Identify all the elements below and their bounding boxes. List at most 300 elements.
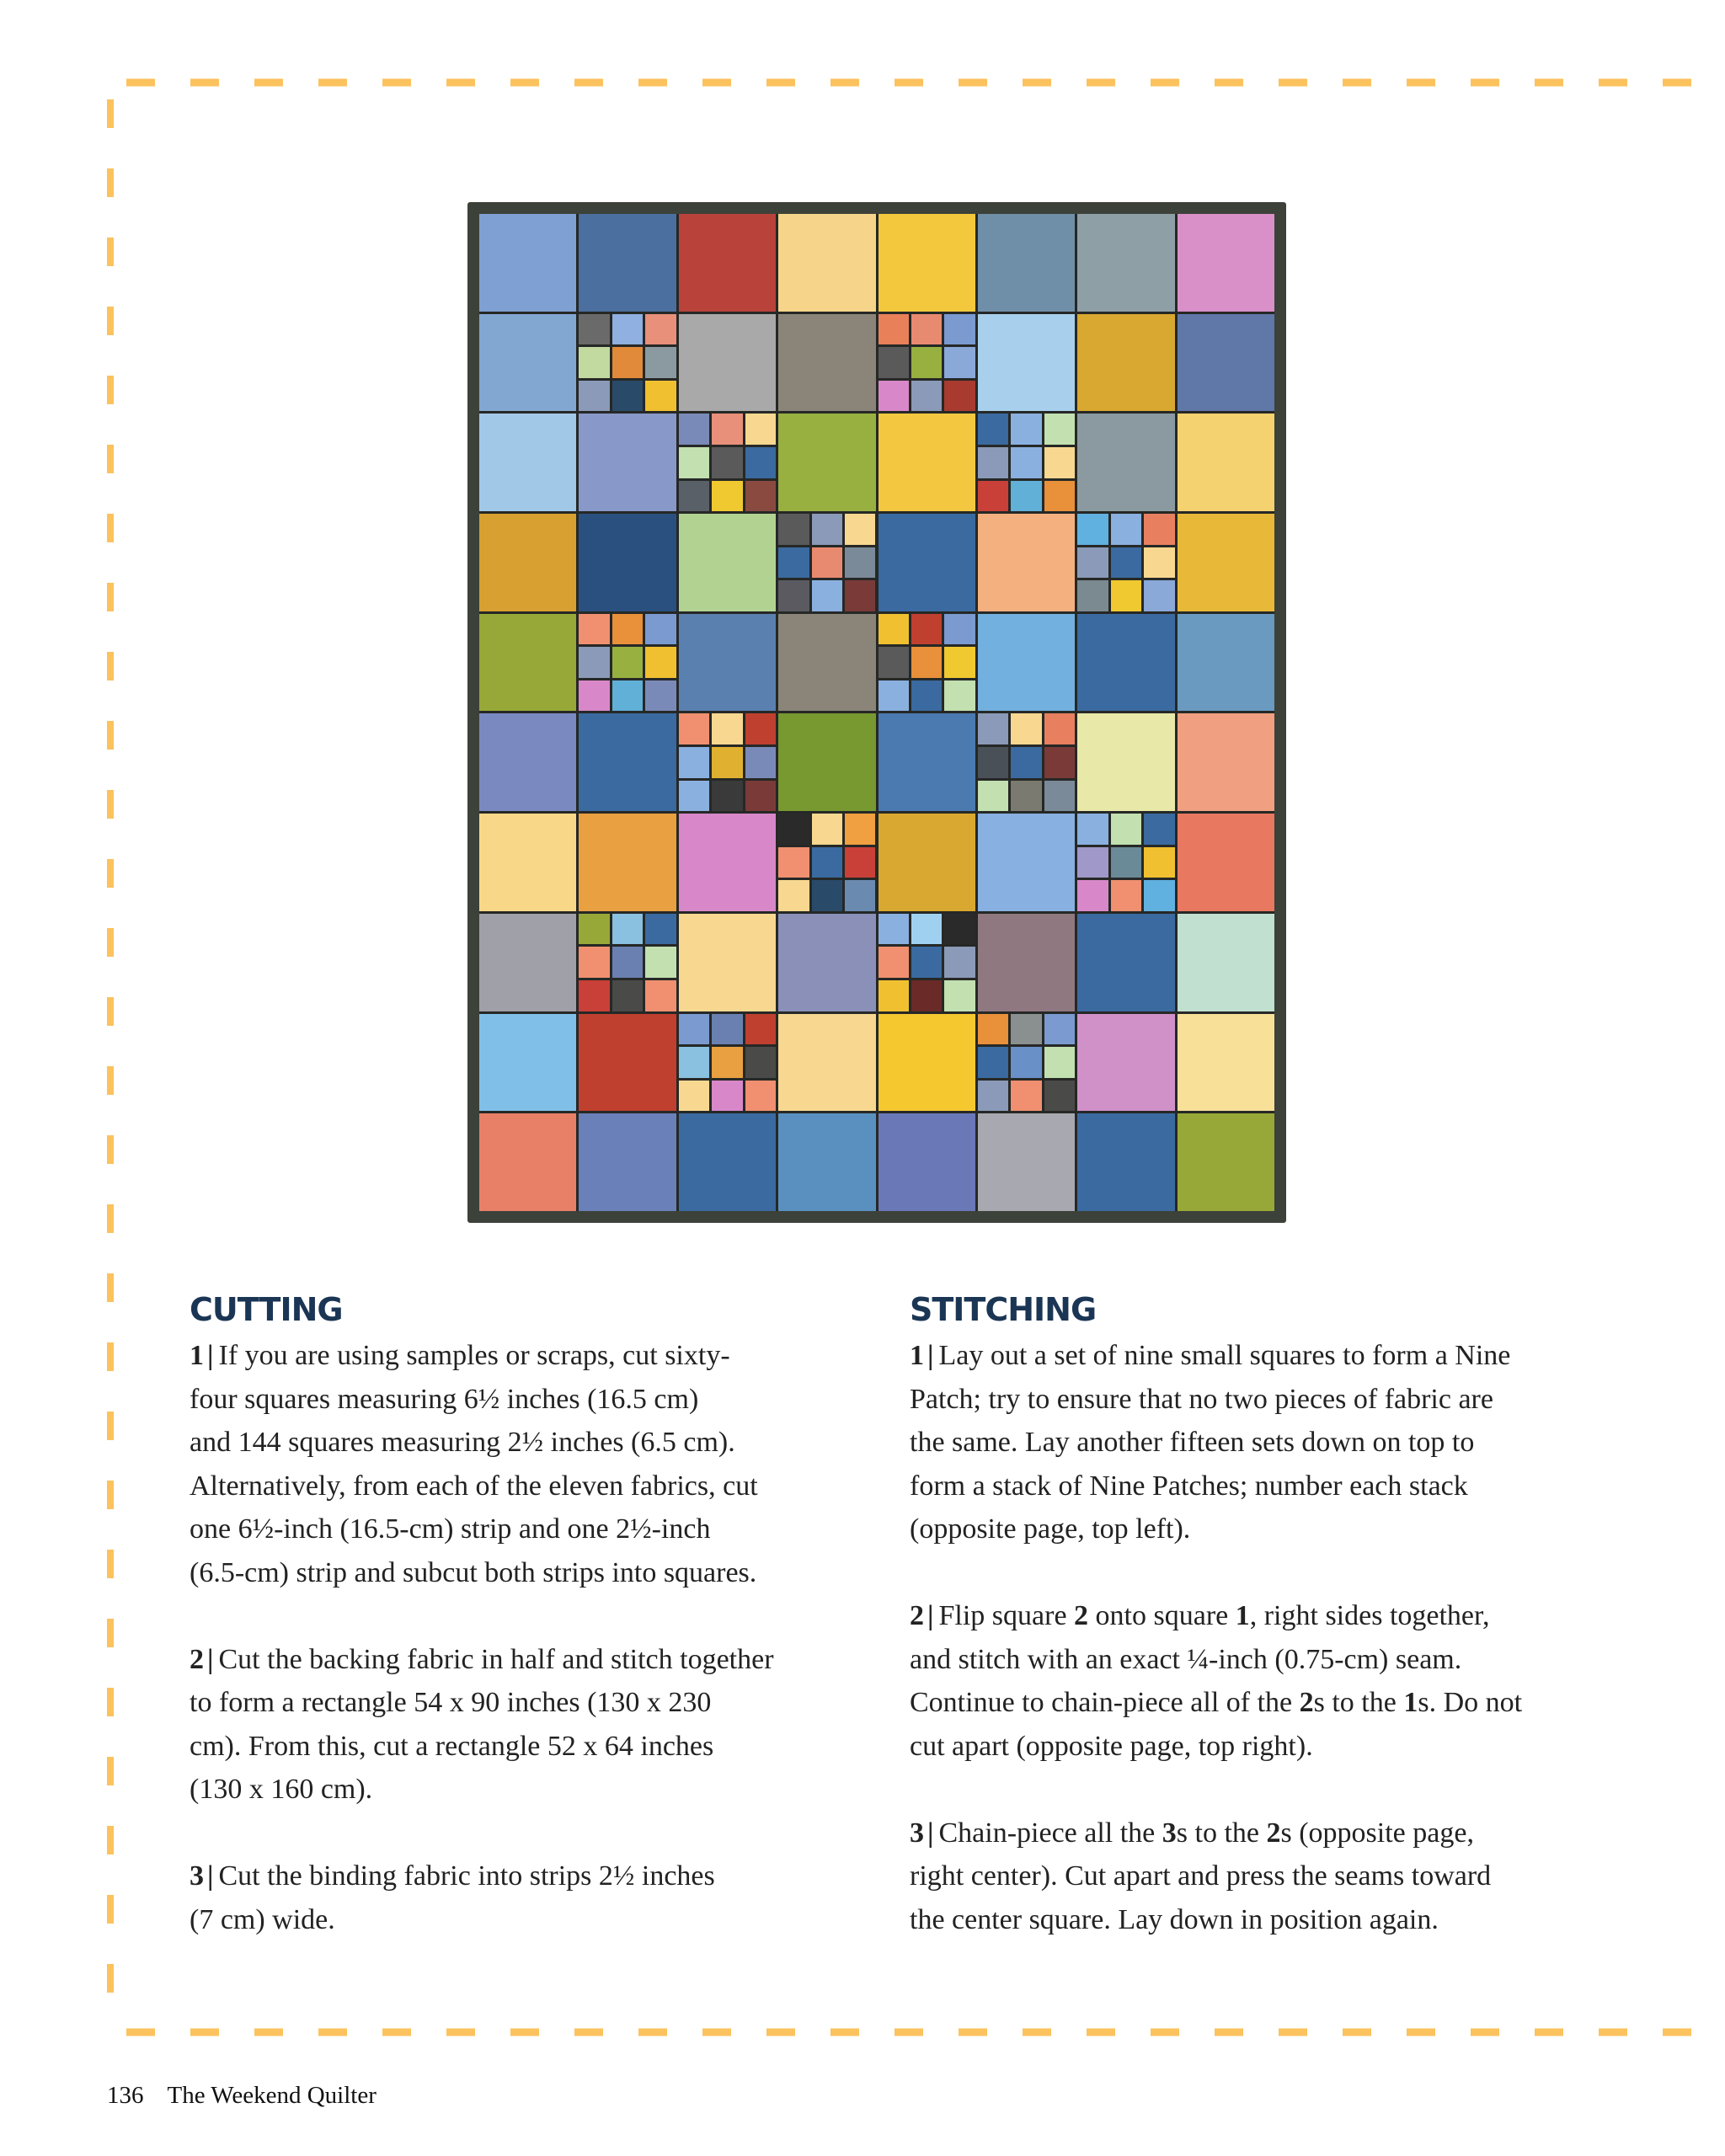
large-square [778, 713, 875, 811]
text-segment: s to the [1176, 1817, 1267, 1849]
text-segment: the center square. Lay down in position again. [910, 1903, 1439, 1935]
text-line [190, 1854, 774, 1898]
large-square [879, 1014, 975, 1112]
small-square [911, 381, 942, 412]
text-segment: Alternatively, from each of the eleven fabrics, cut [190, 1470, 758, 1502]
bold-number: 3 [1162, 1817, 1177, 1849]
small-square [712, 447, 742, 478]
small-square [679, 747, 709, 778]
large-square [1178, 414, 1274, 511]
large-square [1178, 314, 1274, 412]
small-square [1111, 847, 1141, 878]
small-square [778, 814, 809, 845]
large-square [778, 614, 875, 712]
small-square [679, 1081, 709, 1112]
small-square [1144, 547, 1174, 579]
small-square [978, 447, 1008, 478]
large-square [1077, 914, 1174, 1011]
small-square [645, 647, 676, 678]
step-paragraph [190, 1854, 774, 1941]
text-line [190, 1551, 774, 1595]
small-square [879, 347, 909, 378]
small-square [1011, 781, 1041, 812]
small-square [1144, 580, 1174, 611]
text-segment: s (opposite page, [1280, 1817, 1474, 1849]
small-square [944, 614, 975, 645]
small-square [879, 914, 909, 945]
small-square [978, 1047, 1008, 1078]
nine-patch-block [778, 514, 875, 611]
text-segment: (7 cm) wide. [190, 1903, 335, 1935]
text-line [190, 1768, 774, 1812]
stitching-steps [910, 1334, 1522, 1941]
small-square [812, 814, 842, 845]
small-square [978, 1014, 1008, 1045]
cutting-steps [190, 1334, 774, 1941]
step-separator: | [927, 1600, 934, 1631]
quilt-grid [479, 214, 1274, 1211]
small-square [778, 547, 809, 579]
text-line [910, 1465, 1522, 1508]
text-segment: s to the [1313, 1687, 1404, 1718]
text-line [190, 1898, 774, 1942]
step-paragraph [910, 1334, 1522, 1551]
small-square [978, 747, 1008, 778]
small-square [845, 814, 875, 845]
small-square [679, 447, 709, 478]
text-segment: to form a rectangle 54 x 90 inches (130 x 230 [190, 1687, 712, 1718]
text-line [910, 1421, 1522, 1465]
text-segment: Cut the binding fabric into strips 2½ inches [218, 1860, 715, 1892]
cutting-section [190, 1285, 774, 1985]
large-square [1178, 614, 1274, 712]
small-square [645, 381, 676, 412]
small-square [944, 347, 975, 378]
small-square [879, 614, 909, 645]
large-square [879, 1113, 975, 1211]
small-square [778, 880, 809, 911]
page-footer [107, 2082, 377, 2110]
small-square [612, 347, 643, 378]
small-square [579, 614, 609, 645]
large-square [479, 614, 576, 712]
step-separator: | [207, 1860, 214, 1892]
text-segment: four squares measuring 6½ inches (16.5 cm) [190, 1383, 699, 1415]
small-square [1111, 880, 1141, 911]
text-segment: Patch; try to ensure that no two pieces of fabric are [910, 1383, 1493, 1415]
small-square [1111, 814, 1141, 845]
large-square [978, 814, 1075, 911]
small-square [612, 680, 643, 712]
small-square [1077, 880, 1108, 911]
step-paragraph [910, 1812, 1522, 1942]
text-segment: If you are using samples or scraps, cut sixty- [218, 1340, 730, 1371]
small-square [911, 614, 942, 645]
small-square [1077, 847, 1108, 878]
large-square [978, 914, 1075, 1011]
small-square [745, 1081, 776, 1112]
large-square [879, 814, 975, 911]
nine-patch-block [978, 1014, 1075, 1112]
large-square [479, 314, 576, 412]
cutting-heading: CUTTING [190, 1291, 343, 1328]
small-square [612, 614, 643, 645]
text-line [910, 1594, 1522, 1638]
large-square [479, 814, 576, 911]
large-square [679, 614, 776, 712]
small-square [978, 481, 1008, 512]
small-square [911, 914, 942, 945]
text-segment: (opposite page, top left). [910, 1513, 1191, 1545]
small-square [879, 314, 909, 345]
text-line [910, 1508, 1522, 1551]
large-square [1178, 214, 1274, 312]
small-square [579, 381, 609, 412]
nine-patch-block [679, 414, 776, 511]
small-square [944, 980, 975, 1011]
large-square [479, 414, 576, 511]
small-square [679, 781, 709, 812]
text-segment: onto square [1088, 1600, 1236, 1631]
small-square [1011, 481, 1041, 512]
large-square [679, 1113, 776, 1211]
text-segment: Flip square [938, 1600, 1075, 1631]
small-square [812, 880, 842, 911]
small-square [845, 880, 875, 911]
large-square [879, 214, 975, 312]
text-segment: right center). Cut apart and press the seams toward [910, 1860, 1492, 1892]
large-square [1077, 314, 1174, 412]
large-square [879, 414, 975, 511]
stitching-section [910, 1285, 1522, 1985]
small-square [879, 381, 909, 412]
nine-patch-block [579, 914, 676, 1011]
nine-patch-block [978, 713, 1075, 811]
large-square [1178, 1014, 1274, 1112]
nine-patch-block [778, 814, 875, 911]
nine-patch-block [679, 713, 776, 811]
small-square [745, 747, 776, 778]
text-line [190, 1638, 774, 1682]
large-square [1077, 1113, 1174, 1211]
large-square [778, 314, 875, 412]
small-square [679, 1014, 709, 1045]
large-square [1077, 614, 1174, 712]
small-square [645, 614, 676, 645]
small-square [1144, 814, 1174, 845]
small-square [812, 547, 842, 579]
small-square [579, 980, 609, 1011]
text-segment: the same. Lay another fifteen sets down on top to [910, 1427, 1475, 1458]
large-square [479, 713, 576, 811]
small-square [944, 914, 975, 945]
step-paragraph [190, 1638, 774, 1812]
text-segment: s. Do not [1418, 1687, 1523, 1718]
small-square [612, 914, 643, 945]
small-square [1144, 847, 1174, 878]
step-number: 3 [190, 1860, 204, 1892]
small-square [845, 580, 875, 611]
large-square [579, 1113, 676, 1211]
step-separator: | [207, 1340, 214, 1371]
small-square [712, 1081, 742, 1112]
nine-patch-block [879, 614, 975, 712]
small-square [579, 647, 609, 678]
book-title: The Weekend Quilter [167, 2082, 377, 2109]
large-square [579, 514, 676, 611]
large-square [679, 314, 776, 412]
nine-patch-block [978, 414, 1075, 511]
large-square [879, 514, 975, 611]
large-square [1178, 914, 1274, 1011]
stitching-heading: STITCHING [910, 1291, 1097, 1328]
text-line [190, 1334, 774, 1378]
large-square [579, 814, 676, 911]
small-square [1011, 1047, 1041, 1078]
text-segment: one 6½-inch (16.5-cm) strip and one 2½-inch [190, 1513, 711, 1545]
step-paragraph [190, 1334, 774, 1594]
small-square [745, 414, 776, 445]
small-square [579, 314, 609, 345]
small-square [944, 314, 975, 345]
step-paragraph [910, 1594, 1522, 1768]
large-square [579, 713, 676, 811]
small-square [1011, 447, 1041, 478]
large-square [778, 414, 875, 511]
text-segment: Chain-piece all the [938, 1817, 1162, 1849]
small-square [1044, 481, 1075, 512]
small-square [1077, 580, 1108, 611]
large-square [579, 1014, 676, 1112]
small-square [812, 580, 842, 611]
small-square [645, 914, 676, 945]
small-square [1011, 414, 1041, 445]
small-square [812, 847, 842, 878]
large-square [479, 1014, 576, 1112]
small-square [1044, 1081, 1075, 1112]
small-square [1044, 414, 1075, 445]
large-square [679, 514, 776, 611]
text-line [910, 1898, 1522, 1942]
text-line [910, 1378, 1522, 1422]
small-square [845, 547, 875, 579]
text-line [910, 1725, 1522, 1769]
text-line [190, 1465, 774, 1508]
small-square [712, 747, 742, 778]
large-square [879, 713, 975, 811]
small-square [1011, 713, 1041, 744]
text-segment: , right sides together, [1249, 1600, 1490, 1631]
large-square [1178, 814, 1274, 911]
small-square [911, 647, 942, 678]
large-square [778, 1113, 875, 1211]
small-square [612, 647, 643, 678]
small-square [845, 514, 875, 545]
text-line [910, 1638, 1522, 1682]
large-square [1077, 414, 1174, 511]
bold-number: 2 [1299, 1687, 1314, 1718]
small-square [879, 647, 909, 678]
small-square [1044, 781, 1075, 812]
large-square [1178, 713, 1274, 811]
text-segment: cm). From this, cut a rectangle 52 x 64 inches [190, 1730, 714, 1762]
small-square [911, 947, 942, 978]
small-square [745, 781, 776, 812]
nine-patch-block [579, 614, 676, 712]
large-square [1077, 214, 1174, 312]
small-square [1077, 514, 1108, 545]
small-square [911, 680, 942, 712]
step-number: 2 [190, 1643, 204, 1675]
small-square [944, 680, 975, 712]
small-square [1111, 580, 1141, 611]
step-separator: | [927, 1817, 934, 1849]
small-square [944, 381, 975, 412]
large-square [978, 514, 1075, 611]
small-square [612, 314, 643, 345]
large-square [978, 314, 1075, 412]
small-square [1077, 814, 1108, 845]
text-line [190, 1378, 774, 1422]
text-line [910, 1681, 1522, 1725]
small-square [1111, 547, 1141, 579]
large-square [978, 614, 1075, 712]
bold-number: 1 [1235, 1600, 1250, 1631]
small-square [645, 314, 676, 345]
large-square [1077, 713, 1174, 811]
small-square [745, 713, 776, 744]
small-square [812, 514, 842, 545]
small-square [679, 414, 709, 445]
small-square [778, 514, 809, 545]
large-square [1077, 1014, 1174, 1112]
text-line [190, 1681, 774, 1725]
small-square [1111, 514, 1141, 545]
nine-patch-block [879, 314, 975, 412]
small-square [911, 314, 942, 345]
text-segment: (130 x 160 cm). [190, 1774, 373, 1805]
large-square [579, 414, 676, 511]
text-segment: and stitch with an exact ¼-inch (0.75-cm) seam. [910, 1643, 1462, 1675]
large-square [479, 514, 576, 611]
small-square [645, 980, 676, 1011]
small-square [1044, 1047, 1075, 1078]
small-square [1011, 747, 1041, 778]
small-square [712, 1047, 742, 1078]
small-square [612, 381, 643, 412]
text-segment: Continue to chain-piece all of the [910, 1687, 1300, 1718]
small-square [1011, 1014, 1041, 1045]
small-square [712, 1014, 742, 1045]
nine-patch-block [579, 314, 676, 412]
small-square [745, 1047, 776, 1078]
large-square [978, 1113, 1075, 1211]
small-square [712, 414, 742, 445]
step-separator: | [207, 1643, 214, 1675]
text-segment: (6.5-cm) strip and subcut both strips into squares. [190, 1556, 757, 1588]
small-square [879, 680, 909, 712]
small-square [579, 680, 609, 712]
step-number: 2 [910, 1600, 924, 1631]
small-square [579, 914, 609, 945]
small-square [879, 980, 909, 1011]
small-square [579, 947, 609, 978]
small-square [712, 781, 742, 812]
step-number: 3 [910, 1817, 924, 1849]
small-square [712, 481, 742, 512]
step-number: 1 [190, 1340, 204, 1371]
small-square [679, 1047, 709, 1078]
text-line [190, 1725, 774, 1769]
small-square [778, 580, 809, 611]
small-square [1044, 1014, 1075, 1045]
large-square [679, 814, 776, 911]
small-square [645, 680, 676, 712]
text-segment: Cut the backing fabric in half and stitch together [218, 1643, 774, 1675]
text-segment: and 144 squares measuring 2½ inches (6.5 cm). [190, 1427, 735, 1458]
page-number: 136 [107, 2082, 144, 2109]
small-square [911, 347, 942, 378]
large-square [579, 214, 676, 312]
large-square [479, 1113, 576, 1211]
small-square [679, 481, 709, 512]
small-square [612, 980, 643, 1011]
bold-number: 2 [1266, 1817, 1281, 1849]
text-line [910, 1334, 1522, 1378]
text-line [190, 1421, 774, 1465]
bold-number: 2 [1074, 1600, 1089, 1631]
large-square [778, 1014, 875, 1112]
small-square [745, 481, 776, 512]
small-square [1144, 514, 1174, 545]
large-square [679, 914, 776, 1011]
small-square [712, 713, 742, 744]
small-square [1044, 747, 1075, 778]
small-square [845, 847, 875, 878]
small-square [745, 1014, 776, 1045]
small-square [879, 947, 909, 978]
nine-patch-block [879, 914, 975, 1011]
text-line [190, 1508, 774, 1551]
small-square [978, 1081, 1008, 1112]
small-square [778, 847, 809, 878]
text-segment: form a stack of Nine Patches; number each stack [910, 1470, 1468, 1502]
text-segment: Lay out a set of nine small squares to form a Nine [938, 1340, 1511, 1371]
nine-patch-block [1077, 514, 1174, 611]
small-square [978, 713, 1008, 744]
small-square [645, 347, 676, 378]
small-square [911, 980, 942, 1011]
nine-patch-block [679, 1014, 776, 1112]
large-square [978, 214, 1075, 312]
bold-number: 1 [1403, 1687, 1418, 1718]
text-segment: cut apart (opposite page, top right). [910, 1730, 1313, 1762]
small-square [579, 347, 609, 378]
small-square [978, 414, 1008, 445]
small-square [978, 781, 1008, 812]
large-square [679, 214, 776, 312]
small-square [1011, 1081, 1041, 1112]
nine-patch-block [1077, 814, 1174, 911]
large-square [778, 914, 875, 1011]
large-square [479, 214, 576, 312]
text-line [910, 1854, 1522, 1898]
large-square [1178, 514, 1274, 611]
large-square [1178, 1113, 1274, 1211]
step-number: 1 [910, 1340, 924, 1371]
step-separator: | [927, 1340, 934, 1371]
small-square [645, 947, 676, 978]
